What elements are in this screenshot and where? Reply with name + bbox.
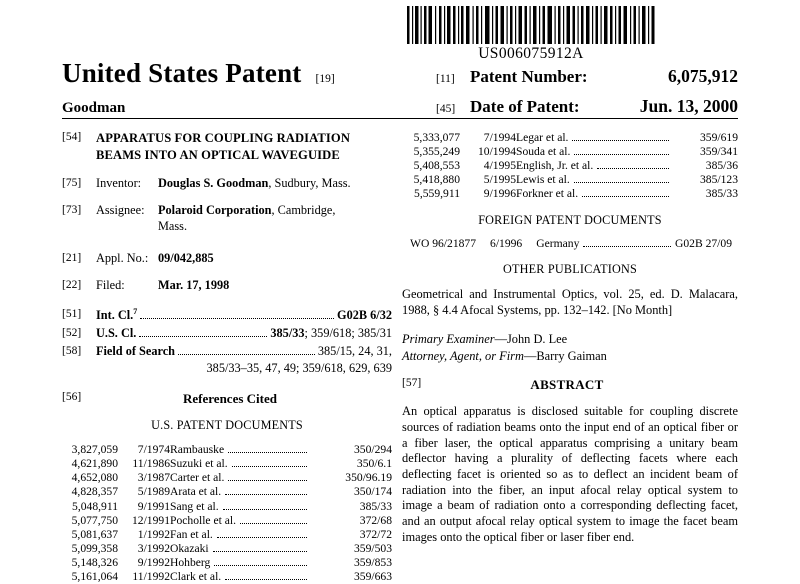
- citation-name: Suzuki et al.: [170, 456, 228, 470]
- citation-classification: 385/123: [699, 173, 738, 187]
- us-patent-documents-heading: U.S. PATENT DOCUMENTS: [151, 418, 303, 433]
- inid-tag-58: [58]: [62, 345, 82, 358]
- citation-classification: 359/341: [699, 144, 738, 158]
- citation-number: 5,333,077: [413, 130, 460, 144]
- table-row: [402, 130, 738, 144]
- citation-name-cell: [170, 541, 310, 555]
- citation-date: 9/1996: [483, 187, 516, 201]
- us-cl-value: [270, 326, 392, 342]
- barcode-icon: [405, 6, 657, 44]
- foreign-citation-leader: [583, 246, 671, 247]
- table-row: [62, 541, 392, 555]
- field-of-search-label: Field of Search: [96, 344, 176, 359]
- citation-name-cell: [170, 570, 310, 584]
- citation-classification: 372/72: [359, 527, 392, 541]
- barcode-block: [405, 6, 657, 63]
- barcode-number: US006075912A: [478, 45, 584, 62]
- citation-name: Legar et al.: [516, 130, 569, 144]
- us-cl-value-bold: 385/33: [270, 326, 305, 341]
- citation-leader: [228, 452, 306, 453]
- citation-leader: [574, 154, 669, 155]
- inventor-surname: Goodman: [62, 100, 126, 116]
- patent-header: [62, 58, 738, 117]
- patent-number-group: [436, 66, 738, 87]
- int-cl-leader: [140, 318, 334, 319]
- citation-classification: 350/6.1: [356, 456, 392, 470]
- citation-name: Hohberg: [170, 556, 211, 570]
- field-invention-title: [62, 130, 392, 163]
- citation-name: English, Jr. et al.: [516, 158, 594, 172]
- filed-body: [96, 278, 392, 294]
- other-publications-heading: OTHER PUBLICATIONS: [503, 261, 637, 276]
- us-patent-documents-table: [62, 442, 392, 584]
- citation-name-cell: [170, 456, 310, 470]
- citation-classification: 385/36: [705, 158, 738, 172]
- field-of-search-value1: 385/15, 24, 31,: [317, 344, 392, 359]
- citation-number: 4,828,357: [71, 485, 118, 499]
- citation-name: Fan et al.: [170, 527, 213, 541]
- citation-number: 3,827,059: [71, 442, 118, 456]
- field-assignee: [62, 203, 392, 235]
- references-cited-header: [62, 391, 392, 407]
- citation-date: 10/1994: [477, 144, 516, 158]
- citation-name: Sang et al.: [170, 499, 219, 513]
- citation-classification: 385/33: [705, 187, 738, 201]
- field-us-cl: [62, 326, 392, 342]
- table-row: [62, 513, 392, 527]
- citation-number: 5,559,911: [414, 187, 460, 201]
- citation-date: 5/1989: [137, 485, 170, 499]
- citation-number: 5,355,249: [413, 144, 460, 158]
- citation-number: 5,077,750: [71, 513, 118, 527]
- inid-tag-56: [56]: [62, 391, 82, 404]
- int-cl-superscript: 7: [133, 307, 138, 317]
- citation-date: 1/1992: [137, 527, 170, 541]
- field-filed: [62, 278, 392, 294]
- filed-value: Mar. 17, 1998: [158, 278, 230, 293]
- citation-name-cell: [516, 130, 672, 144]
- foreign-citation-row: [402, 237, 738, 250]
- citation-date: 7/1994: [483, 130, 516, 144]
- citation-name-cell: [516, 173, 672, 187]
- assignee-location: , Cambridge,: [271, 203, 336, 218]
- citation-date: 11/1992: [132, 570, 170, 584]
- table-row: [62, 499, 392, 513]
- citation-name: Forkner et al.: [516, 187, 579, 201]
- table-row: [62, 442, 392, 456]
- table-row: [402, 158, 738, 172]
- left-column: [62, 130, 402, 584]
- citation-name: Clark et al.: [170, 570, 222, 584]
- attorney-value: —Barry Gaiman: [523, 348, 607, 363]
- citation-name: Carter et al.: [170, 471, 225, 485]
- primary-examiner-label: Primary Examiner: [402, 332, 495, 347]
- citation-number: 5,081,637: [71, 527, 118, 541]
- patent-number-label: Patent Number:: [470, 67, 588, 86]
- appl-no-body: [96, 251, 392, 267]
- inid-tag-57: [57]: [402, 377, 422, 390]
- citation-date: 12/1991: [131, 513, 170, 527]
- citation-date: 5/1995: [483, 173, 516, 187]
- inid-tag-73: [73]: [62, 204, 82, 217]
- inid-tag-22: [22]: [62, 279, 82, 292]
- citation-number: 5,048,911: [72, 499, 118, 513]
- invention-title-line2: BEAMS INTO AN OPTICAL WAVEGUIDE: [96, 147, 340, 162]
- foreign-citation-classification: G02B 27/09: [674, 236, 732, 250]
- citation-leader: [574, 182, 669, 183]
- invention-title-line1: APPARATUS FOR COUPLING RADIATION: [96, 131, 351, 145]
- inventor-body: [96, 176, 392, 192]
- citation-leader: [582, 196, 669, 197]
- us-cl-body: [96, 326, 392, 342]
- assignee-value: [158, 203, 392, 235]
- foreign-citation-number: WO 96/21877: [410, 236, 477, 250]
- citation-leader: [217, 537, 307, 538]
- inid-tag-51: [51]: [62, 308, 82, 321]
- inid-tag-11: [11]: [436, 73, 455, 85]
- abstract-header: [402, 377, 738, 393]
- table-row: [62, 570, 392, 584]
- citation-date: 7/1974: [137, 442, 170, 456]
- right-column: [402, 130, 738, 584]
- citation-name-cell: [516, 144, 672, 158]
- citation-number: 5,148,326: [71, 556, 118, 570]
- inid-tag-45: [45]: [436, 103, 456, 115]
- date-of-patent-label: Date of Patent:: [470, 97, 580, 116]
- citation-number: 4,652,080: [71, 471, 118, 485]
- examiner-block: [402, 331, 738, 364]
- citation-leader: [597, 168, 669, 169]
- citation-leader: [225, 579, 306, 580]
- inventor-label: Inventor:: [96, 176, 142, 191]
- abstract-title: ABSTRACT: [530, 377, 604, 393]
- int-cl-value: G02B 6/32: [337, 308, 392, 323]
- citation-number: 5,408,553: [413, 158, 460, 172]
- citation-name-cell: [516, 187, 672, 201]
- citation-date: 3/1987: [137, 471, 170, 485]
- citation-name: Arata et al.: [170, 485, 222, 499]
- citation-date: 11/1986: [132, 456, 170, 470]
- citation-name-cell: [170, 527, 310, 541]
- citation-name-cell: [516, 158, 672, 172]
- citation-name-cell: [170, 485, 310, 499]
- citation-date: 9/1991: [137, 499, 170, 513]
- inid-tag-52: [52]: [62, 327, 82, 340]
- citation-name: Pocholle et al.: [170, 513, 237, 527]
- header-divider: [62, 118, 738, 119]
- citation-name-cell: [170, 513, 310, 527]
- citation-leader: [228, 480, 306, 481]
- inventor-name: Douglas S. Goodman: [158, 176, 269, 191]
- page-title: United States Patent: [62, 58, 302, 88]
- citation-number: 5,099,358: [71, 542, 118, 556]
- citation-leader: [240, 523, 307, 524]
- us-cl-label: U.S. Cl.: [96, 326, 137, 341]
- citation-name-cell: [170, 442, 310, 456]
- appl-no-label: Appl. No.:: [96, 251, 149, 266]
- inid-tag-54: [54]: [62, 131, 82, 143]
- body-columns: [62, 130, 738, 584]
- citation-name-cell: [170, 471, 310, 485]
- inid-tag-19: [19]: [315, 73, 335, 85]
- foreign-citation-country: Germany: [536, 236, 580, 250]
- citation-leader: [214, 565, 306, 566]
- citation-name: Lewis et al.: [516, 173, 570, 187]
- abstract-text: An optical apparatus is disclosed suitable for coupling discrete sources of radiation beams onto the input end of an optical fiber or a fiber laser, the optical apparatus comprising a unitary beam deflector having a plurality of deflecting facets where each deflecting facet is oriented so as to deflect an incident beam of radiation into the fiber, an input afocal relay optical system to image a beam of radiation onto a corresponding deflecting facet, and an output afocal relay optical system to image the facet beam images onto the optical fiber or laser fiber end.: [402, 404, 738, 544]
- field-inventor: [62, 176, 392, 192]
- field-field-of-search: [62, 344, 392, 377]
- date-of-patent-group: [436, 96, 738, 117]
- inid-tag-21: [21]: [62, 252, 82, 265]
- table-row: [402, 187, 738, 201]
- foreign-patent-documents-heading: FOREIGN PATENT DOCUMENTS: [478, 212, 662, 227]
- int-cl-label: [96, 307, 137, 324]
- citation-classification: 350/96.19: [345, 471, 392, 485]
- us-cl-value-rest: ; 359/618; 385/31: [304, 326, 392, 341]
- field-appl-no: [62, 251, 392, 267]
- inid-tag-75: [75]: [62, 177, 82, 190]
- us-patent-documents-continued-table: [402, 130, 738, 201]
- attorney-label: Attorney, Agent, or Firm: [402, 348, 524, 363]
- assignee-label: Assignee:: [96, 203, 145, 218]
- citation-number: 5,418,880: [413, 173, 460, 187]
- citation-name: Okazaki: [170, 542, 209, 556]
- invention-title: [96, 130, 392, 163]
- primary-examiner-value: —John D. Lee: [494, 332, 568, 347]
- table-row: [402, 173, 738, 187]
- citation-classification: 385/33: [359, 499, 392, 513]
- citation-classification: 350/294: [353, 442, 392, 456]
- citation-date: 3/1992: [137, 542, 170, 556]
- citation-classification: 359/503: [353, 542, 392, 556]
- assignee-name: Polaroid Corporation: [158, 203, 272, 218]
- citation-name: Souda et al.: [516, 144, 571, 158]
- citation-number: 5,161,064: [71, 570, 118, 584]
- int-cl-label-text: Int. Cl.: [96, 308, 134, 323]
- assignee-body: [96, 203, 392, 235]
- citation-leader: [572, 140, 669, 141]
- field-of-search-body: [96, 344, 392, 377]
- citation-classification: 359/663: [353, 570, 392, 584]
- table-row: [402, 144, 738, 158]
- citation-classification: 359/853: [353, 556, 392, 570]
- date-of-patent-value: Jun. 13, 2000: [639, 96, 738, 116]
- citation-date: 9/1992: [137, 556, 170, 570]
- citation-classification: 372/68: [359, 513, 392, 527]
- inventor-location: , Sudbury, Mass.: [268, 176, 351, 191]
- citation-leader: [232, 466, 307, 467]
- table-row: [62, 456, 392, 470]
- citation-leader: [225, 494, 306, 495]
- citation-leader: [223, 509, 307, 510]
- field-of-search-leader: [178, 354, 315, 355]
- table-row: [62, 485, 392, 499]
- field-of-search-value2: 385/33–35, 47, 49; 359/618, 629, 639: [206, 361, 392, 376]
- int-cl-body: [96, 307, 392, 324]
- citation-leader: [213, 551, 307, 552]
- citation-name: Rambauske: [170, 442, 225, 456]
- filed-label: Filed:: [96, 278, 125, 293]
- patent-number-value: 6,075,912: [668, 66, 738, 86]
- other-publications-text: Geometrical and Instrumental Optics, vol. 25, ed. D. Malacara, 1988, § 4.4 Afocal Systems, pp. 132–142. [No Month]: [402, 286, 738, 317]
- citation-classification: 359/619: [699, 130, 738, 144]
- table-row: [62, 527, 392, 541]
- field-int-cl: [62, 307, 392, 324]
- us-cl-leader: [139, 336, 267, 337]
- citation-number: 4,621,890: [71, 456, 118, 470]
- assignee-location2: Mass.: [158, 219, 188, 234]
- appl-no-value: 09/042,885: [158, 251, 214, 266]
- citation-date: 4/1995: [483, 158, 516, 172]
- table-row: [62, 471, 392, 485]
- references-cited-title: References Cited: [183, 391, 277, 407]
- citation-classification: 350/174: [353, 485, 392, 499]
- foreign-citation-date: 6/1996: [490, 236, 523, 250]
- citation-name-cell: [170, 499, 310, 513]
